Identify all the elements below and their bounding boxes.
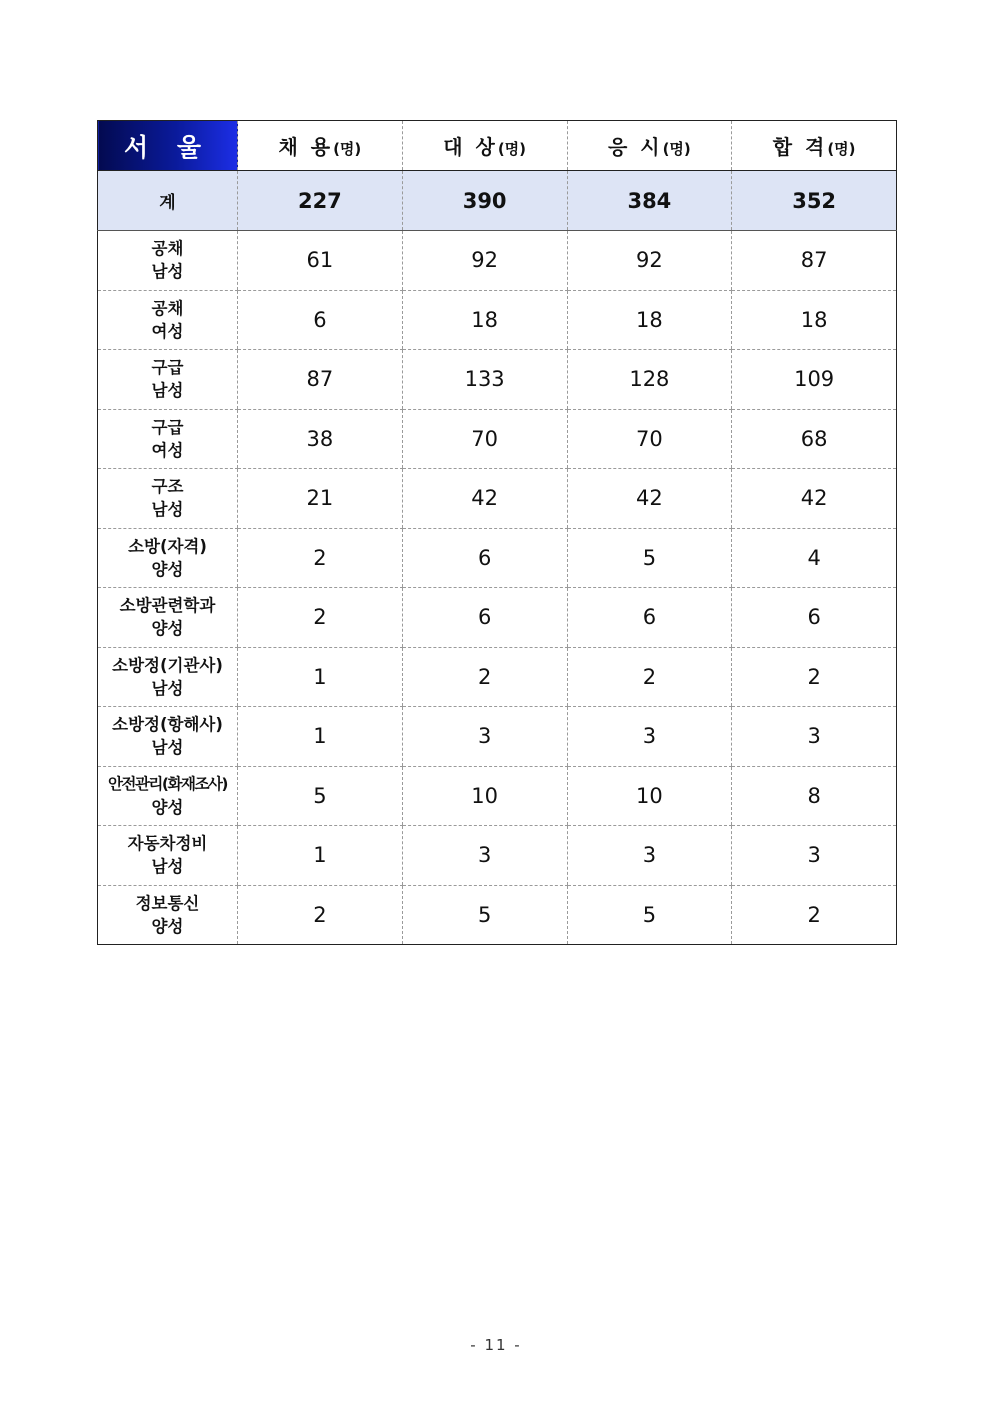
header-hired — [238, 121, 403, 171]
cell-passed: 2 — [732, 647, 897, 707]
recruitment-table-container — [97, 120, 896, 945]
cell-eligible: 5 — [402, 885, 567, 945]
cell-applied: 10 — [567, 766, 732, 826]
cell-passed: 42 — [732, 469, 897, 529]
header-label: 합 격 — [772, 135, 828, 159]
region-header: 서 울 — [98, 121, 238, 171]
header-label: 대 상 — [443, 135, 498, 159]
page-number: - 11 - — [470, 1336, 522, 1354]
cell-eligible: 6 — [402, 588, 567, 648]
cell-passed: 68 — [732, 409, 897, 469]
category-gender: 남성 — [151, 738, 184, 758]
category-gender: 여성 — [151, 440, 184, 460]
table-row — [98, 707, 897, 767]
table-row — [98, 588, 897, 648]
row-category-label — [98, 707, 238, 767]
row-category-label — [98, 469, 238, 529]
cell-hired: 2 — [238, 588, 403, 648]
category-gender: 양성 — [151, 559, 184, 579]
cell-eligible: 10 — [402, 766, 567, 826]
category-name: 소방정(기관사) — [112, 655, 223, 675]
cell-hired: 87 — [238, 350, 403, 410]
cell-hired: 61 — [238, 231, 403, 291]
row-category-label — [98, 826, 238, 886]
row-category-label — [98, 528, 238, 588]
cell-hired: 6 — [238, 290, 403, 350]
total-row — [98, 171, 897, 231]
cell-eligible: 70 — [402, 409, 567, 469]
category-name: 소방관련학과 — [119, 596, 216, 616]
cell-eligible: 6 — [402, 528, 567, 588]
table-row — [98, 469, 897, 529]
cell-eligible: 2 — [402, 647, 567, 707]
cell-passed: 109 — [732, 350, 897, 410]
cell-passed: 6 — [732, 588, 897, 648]
cell-applied: 5 — [567, 528, 732, 588]
cell-eligible: 42 — [402, 469, 567, 529]
total-passed: 352 — [732, 171, 897, 231]
cell-applied: 70 — [567, 409, 732, 469]
total-applied: 384 — [567, 171, 732, 231]
cell-passed: 2 — [732, 885, 897, 945]
category-gender: 남성 — [151, 678, 184, 698]
header-unit: (명) — [333, 140, 362, 158]
cell-applied: 18 — [567, 290, 732, 350]
cell-applied: 6 — [567, 588, 732, 648]
table-row — [98, 290, 897, 350]
header-label: 채 용 — [278, 135, 334, 159]
total-eligible: 390 — [402, 171, 567, 231]
cell-applied: 5 — [567, 885, 732, 945]
cell-eligible: 18 — [402, 290, 567, 350]
table-row — [98, 885, 897, 945]
table-row — [98, 528, 897, 588]
cell-hired: 2 — [238, 885, 403, 945]
cell-passed: 4 — [732, 528, 897, 588]
cell-hired: 21 — [238, 469, 403, 529]
header-row — [98, 121, 897, 171]
category-gender: 양성 — [151, 916, 184, 936]
row-category-label — [98, 350, 238, 410]
cell-passed: 8 — [732, 766, 897, 826]
category-gender: 남성 — [151, 857, 184, 877]
cell-hired: 5 — [238, 766, 403, 826]
category-gender: 남성 — [151, 381, 184, 401]
category-name: 자동차정비 — [127, 834, 208, 854]
category-name: 안전관리(화재조사) — [108, 774, 227, 793]
cell-hired: 1 — [238, 707, 403, 767]
row-category-label — [98, 885, 238, 945]
header-label: 응 시 — [607, 135, 663, 159]
total-label: 계 — [98, 171, 238, 231]
category-gender: 남성 — [151, 262, 184, 282]
category-name: 공채 — [151, 298, 184, 318]
cell-hired: 38 — [238, 409, 403, 469]
table-row — [98, 231, 897, 291]
row-category-label — [98, 588, 238, 648]
cell-applied: 128 — [567, 350, 732, 410]
cell-passed: 3 — [732, 826, 897, 886]
table-row — [98, 766, 897, 826]
category-name: 구급 — [151, 358, 184, 378]
header-eligible — [402, 121, 567, 171]
cell-eligible: 133 — [402, 350, 567, 410]
cell-hired: 1 — [238, 647, 403, 707]
cell-eligible: 3 — [402, 707, 567, 767]
row-category-label — [98, 409, 238, 469]
table-row — [98, 409, 897, 469]
category-name: 소방정(항해사) — [112, 715, 223, 735]
category-name: 소방(자격) — [128, 536, 207, 556]
row-category-label — [98, 766, 238, 826]
table-row — [98, 647, 897, 707]
category-name: 구조 — [151, 477, 184, 497]
cell-applied: 3 — [567, 826, 732, 886]
cell-hired: 2 — [238, 528, 403, 588]
category-gender: 양성 — [151, 797, 184, 817]
table-row — [98, 350, 897, 410]
row-category-label — [98, 647, 238, 707]
cell-applied: 2 — [567, 647, 732, 707]
category-gender: 남성 — [151, 500, 184, 520]
recruitment-table — [97, 120, 897, 945]
cell-passed: 87 — [732, 231, 897, 291]
cell-eligible: 3 — [402, 826, 567, 886]
table-row — [98, 826, 897, 886]
category-name: 정보통신 — [135, 893, 200, 913]
header-unit: (명) — [827, 140, 856, 158]
header-applied — [567, 121, 732, 171]
cell-passed: 18 — [732, 290, 897, 350]
row-category-label — [98, 231, 238, 291]
cell-passed: 3 — [732, 707, 897, 767]
cell-hired: 1 — [238, 826, 403, 886]
header-unit: (명) — [662, 140, 691, 158]
cell-eligible: 92 — [402, 231, 567, 291]
cell-applied: 42 — [567, 469, 732, 529]
cell-applied: 92 — [567, 231, 732, 291]
category-name: 구급 — [151, 417, 184, 437]
category-name: 공채 — [151, 239, 184, 259]
category-gender: 양성 — [151, 619, 184, 639]
header-passed — [732, 121, 897, 171]
cell-applied: 3 — [567, 707, 732, 767]
total-hired: 227 — [238, 171, 403, 231]
row-category-label — [98, 290, 238, 350]
category-gender: 여성 — [151, 321, 184, 341]
header-unit: (명) — [497, 140, 527, 158]
